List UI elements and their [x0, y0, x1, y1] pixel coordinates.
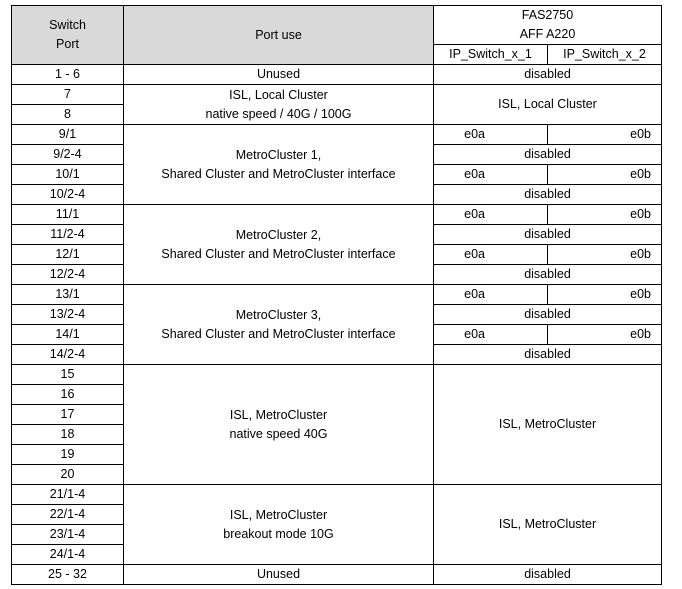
table-row	[12, 485, 662, 505]
port-cell: 10/2-4	[12, 185, 124, 205]
value-cell: disabled	[434, 345, 662, 365]
value-cell: ISL, MetroCluster	[434, 365, 662, 485]
port-cell: 14/2-4	[12, 345, 124, 365]
port-cell: 19	[12, 445, 124, 465]
port-cell: 1 - 6	[12, 65, 124, 85]
switch-x1-cell: e0a	[434, 205, 548, 225]
port-cell: 9/1	[12, 125, 124, 145]
port-use-cell	[124, 125, 434, 205]
port-cell: 8	[12, 105, 124, 125]
port-use-cell	[124, 85, 434, 125]
value-cell: disabled	[434, 225, 662, 245]
port-use-line1: ISL, MetroCluster	[229, 507, 328, 522]
value-cell: disabled	[434, 185, 662, 205]
port-cell: 16	[12, 385, 124, 405]
value-cell: disabled	[434, 65, 662, 85]
switch-x2-cell: e0b	[548, 325, 662, 345]
port-use-cell: Unused	[124, 65, 434, 85]
port-use-line1: ISL, MetroCluster	[229, 407, 328, 422]
value-cell: disabled	[434, 265, 662, 285]
table-row	[12, 85, 662, 105]
port-use-cell	[124, 205, 434, 285]
port-cell: 22/1-4	[12, 505, 124, 525]
value-cell: ISL, MetroCluster	[434, 485, 662, 565]
platform-header-line1: FAS2750	[434, 6, 662, 26]
port-cell: 13/2-4	[12, 305, 124, 325]
platform-header-line2: AFF A220	[434, 25, 662, 45]
port-cell: 10/1	[12, 165, 124, 185]
port-use-line1: MetroCluster 3,	[235, 307, 322, 322]
switch-port-header-line2: Port	[56, 37, 79, 51]
switch-x1-header: IP_Switch_x_1	[434, 45, 548, 65]
switch-x2-cell: e0b	[548, 165, 662, 185]
value-cell: ISL, Local Cluster	[434, 85, 662, 125]
port-use-cell	[124, 365, 434, 485]
port-cell: 17	[12, 405, 124, 425]
port-use-cell	[124, 485, 434, 565]
port-cell: 24/1-4	[12, 545, 124, 565]
port-cell: 11/2-4	[12, 225, 124, 245]
port-use-line1: MetroCluster 2,	[235, 227, 322, 242]
port-use-line2: Shared Cluster and MetroCluster interface	[161, 246, 396, 261]
port-use-line2: Shared Cluster and MetroCluster interface	[161, 166, 396, 181]
port-cell: 11/1	[12, 205, 124, 225]
port-cell: 23/1-4	[12, 525, 124, 545]
switch-x2-header: IP_Switch_x_2	[548, 45, 662, 65]
port-cell: 12/2-4	[12, 265, 124, 285]
port-cell: 7	[12, 85, 124, 105]
port-cell: 20	[12, 465, 124, 485]
switch-x1-cell: e0a	[434, 165, 548, 185]
value-cell: disabled	[434, 305, 662, 325]
switch-x2-cell: e0b	[548, 205, 662, 225]
port-use-line1: ISL, Local Cluster	[229, 87, 328, 102]
port-cell: 13/1	[12, 285, 124, 305]
header-row	[12, 6, 662, 26]
value-cell: disabled	[434, 145, 662, 165]
port-assignment-table	[11, 5, 662, 585]
switch-x1-cell: e0a	[434, 285, 548, 305]
switch-x2-cell: e0b	[548, 125, 662, 145]
port-use-line2: native speed / 40G / 100G	[205, 106, 352, 121]
port-use-line2: native speed 40G	[229, 426, 328, 441]
port-cell: 25 - 32	[12, 565, 124, 585]
table-row	[12, 285, 662, 305]
port-cell: 15	[12, 365, 124, 385]
port-use-header: Port use	[124, 6, 434, 65]
port-use-line2: Shared Cluster and MetroCluster interface	[161, 326, 396, 341]
table-row	[12, 205, 662, 225]
switch-x2-cell: e0b	[548, 245, 662, 265]
port-use-line1: MetroCluster 1,	[235, 147, 322, 162]
port-cell: 21/1-4	[12, 485, 124, 505]
table-row	[12, 125, 662, 145]
switch-x2-cell: e0b	[548, 285, 662, 305]
switch-x1-cell: e0a	[434, 245, 548, 265]
switch-port-header-line1: Switch	[49, 18, 86, 32]
port-use-cell: Unused	[124, 565, 434, 585]
switch-x1-cell: e0a	[434, 325, 548, 345]
port-use-cell	[124, 285, 434, 365]
port-cell: 9/2-4	[12, 145, 124, 165]
switch-port-header	[12, 6, 124, 65]
port-cell: 18	[12, 425, 124, 445]
switch-x1-cell: e0a	[434, 125, 548, 145]
port-cell: 14/1	[12, 325, 124, 345]
table-row	[12, 65, 662, 85]
table-row	[12, 565, 662, 585]
port-cell: 12/1	[12, 245, 124, 265]
value-cell: disabled	[434, 565, 662, 585]
port-use-line2: breakout mode 10G	[223, 526, 334, 541]
table-row	[12, 365, 662, 385]
